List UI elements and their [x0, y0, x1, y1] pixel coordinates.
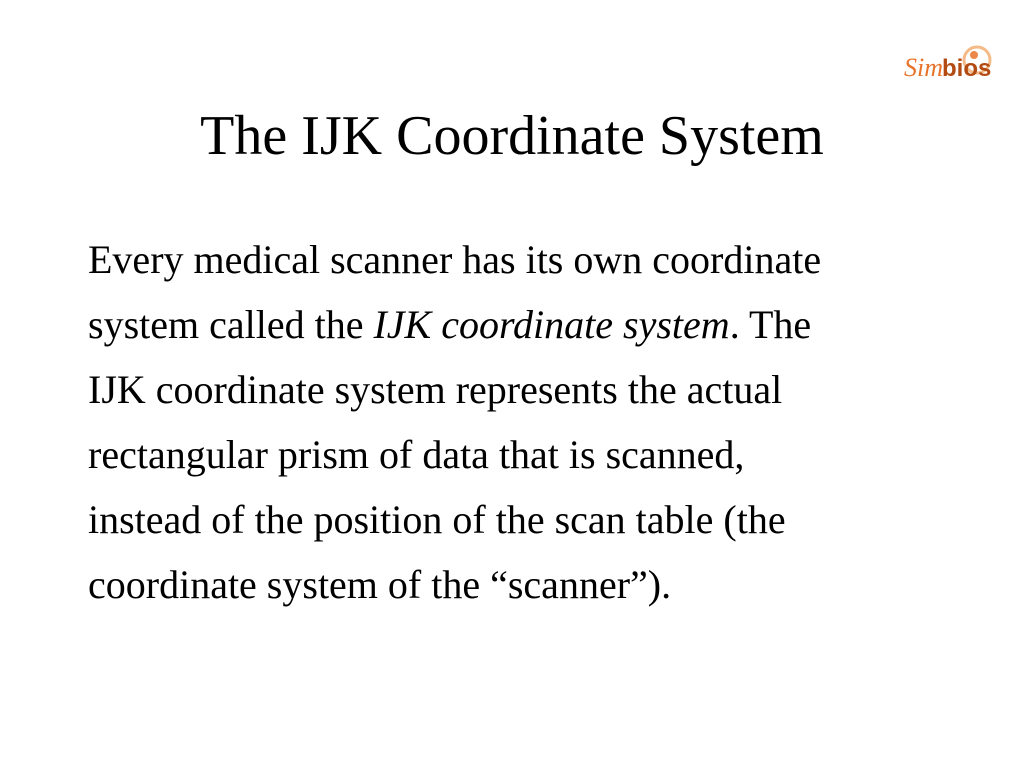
ijk-term-emphasis: IJK coordinate system	[373, 302, 730, 347]
body-line-2-end: . The	[729, 302, 812, 347]
body-line-3: IJK coordinate system represents the actual	[88, 367, 783, 412]
body-line-6: coordinate system of the “scanner”).	[88, 562, 672, 607]
slide-title: The IJK Coordinate System	[200, 105, 824, 167]
simbios-logo	[902, 40, 998, 88]
body-line-1: Every medical scanner has its own coordinate	[88, 237, 822, 282]
svg-text:Sim: Sim	[904, 53, 943, 82]
body-paragraph	[88, 227, 948, 617]
body-line-4: rectangular prism of data that is scanned,	[88, 432, 745, 477]
body-line-5: instead of the position of the scan table (the	[88, 497, 786, 542]
svg-text:bios: bios	[942, 55, 992, 82]
body-line-2	[88, 292, 948, 357]
body-line-2-start: system called the	[88, 302, 374, 347]
